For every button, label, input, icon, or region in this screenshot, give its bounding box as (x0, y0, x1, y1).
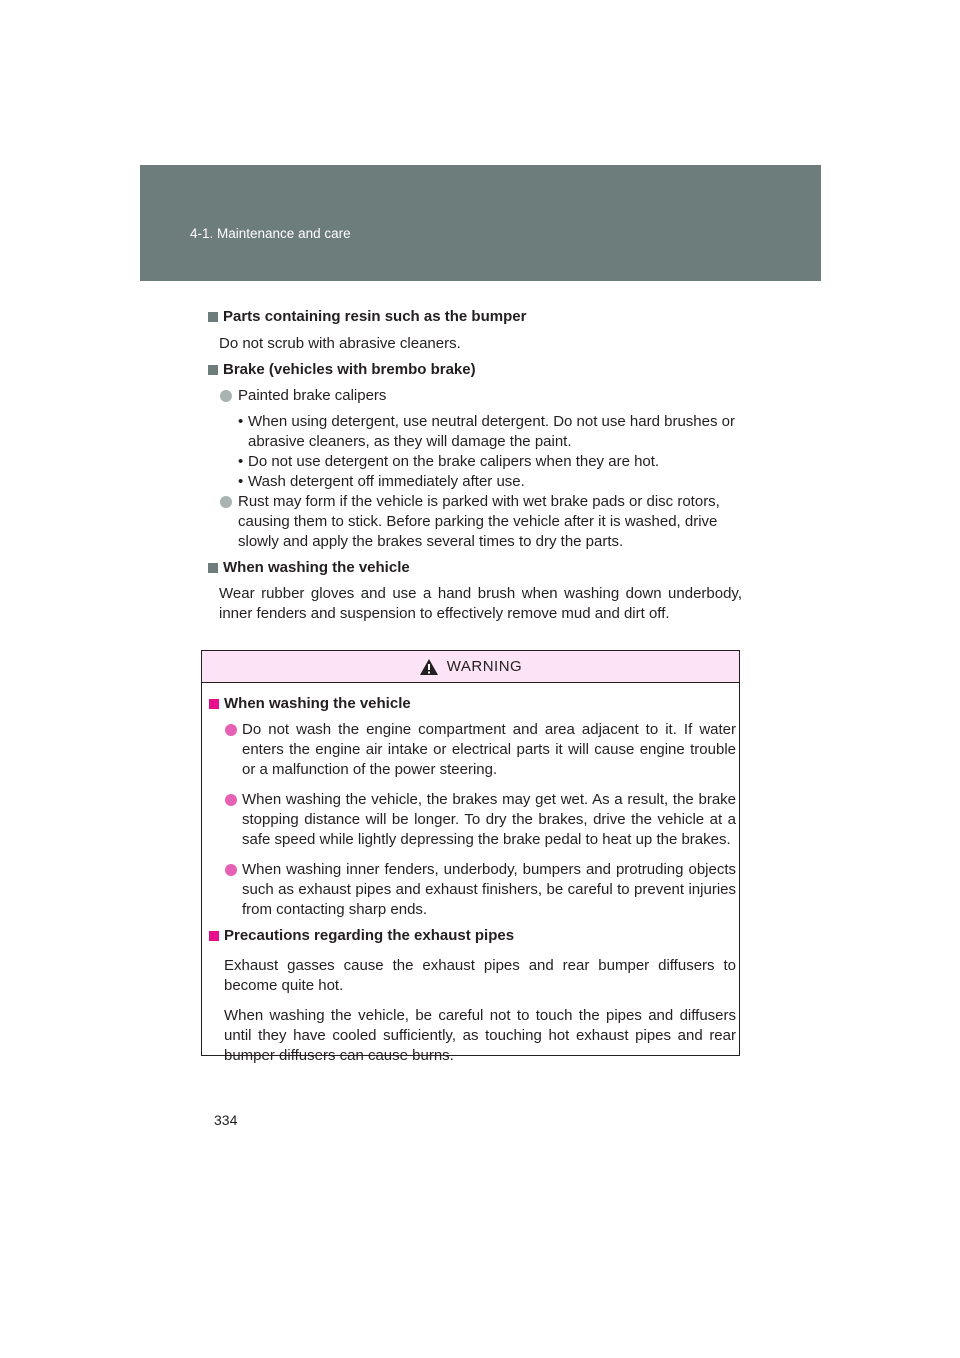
warn-exhaust-heading: Precautions regarding the exhaust pipes (209, 926, 736, 946)
warning-title: WARNING (446, 658, 523, 675)
brake-sub-1: • When using detergent, use neutral detergent. Do not use hard brushes or abrasive cleaners, as they will damage the paint. (238, 413, 735, 450)
resin-text: Do not scrub with abrasive cleaners. (219, 335, 461, 352)
circle-bullet-icon (220, 390, 232, 402)
warn-washing-heading: When washing the vehicle (209, 694, 736, 714)
warning-triangle-icon (419, 658, 439, 676)
warn-exhaust-text-1: Exhaust gasses cause the exhaust pipes and rear bumper diffusers to become quite hot. (224, 957, 736, 994)
washing-heading: When washing the vehicle (208, 558, 742, 578)
circle-bullet-icon (220, 496, 232, 508)
circle-bullet-icon (225, 794, 237, 806)
circle-bullet-icon (225, 864, 237, 876)
resin-heading: Parts containing resin such as the bumper (208, 307, 742, 327)
brake-bullet-rust: Rust may form if the vehicle is parked with wet brake pads or disc rotors, causing them to stick. Before parking the vehicle after it is washed, drive slowly and apply the brakes several times to dry the parts. (208, 492, 742, 552)
square-bullet-icon (208, 312, 218, 322)
main-content (208, 307, 742, 624)
section-title: 4-1. Maintenance and care (190, 226, 351, 241)
square-bullet-icon (209, 699, 219, 709)
page-number: 334 (214, 1112, 238, 1128)
circle-bullet-icon (225, 724, 237, 736)
warn-exhaust-text-2: When washing the vehicle, be careful not to touch the pipes and diffusers until they have cooled sufficiently, as touching hot exhaust pipes and rear bumper diffusers can cause burns. (224, 1007, 736, 1064)
warn-washing-bullet-3: When washing inner fenders, underbody, bumpers and protruding objects such as exhaust pipes and exhaust finishers, be careful to prevent injuries from contacting sharp ends. (209, 860, 736, 920)
header-band (140, 165, 821, 281)
brake-heading: Brake (vehicles with brembo brake) (208, 360, 742, 380)
warn-washing-bullet-1: Do not wash the engine compartment and area adjacent to it. If water enters the engine air intake or electrical parts it will cause engine trouble or a malfunction of the power steering. (209, 720, 736, 780)
warning-body (209, 694, 736, 1066)
dot-bullet-icon: • (238, 453, 244, 470)
dot-bullet-icon: • (238, 473, 244, 490)
brake-bullet-calipers: Painted brake calipers (208, 386, 742, 406)
brake-sub-2: • Do not use detergent on the brake calipers when they are hot. (238, 453, 660, 470)
warn-washing-bullet-2: When washing the vehicle, the brakes may get wet. As a result, the brake stopping distance will be longer. To dry the brakes, drive the vehicle at a safe speed while lightly depressing the brake pedal to heat up the brakes. (209, 790, 736, 850)
warning-header (202, 651, 739, 683)
washing-text: Wear rubber gloves and use a hand brush when washing down underbody, inner fenders and suspension to effectively remove mud and dirt off. (219, 585, 742, 622)
square-bullet-icon (208, 365, 218, 375)
warning-box (201, 650, 740, 1064)
square-bullet-icon (208, 563, 218, 573)
brake-sub-3: • Wash detergent off immediately after use. (238, 473, 525, 490)
square-bullet-icon (209, 931, 219, 941)
dot-bullet-icon: • (238, 413, 244, 430)
